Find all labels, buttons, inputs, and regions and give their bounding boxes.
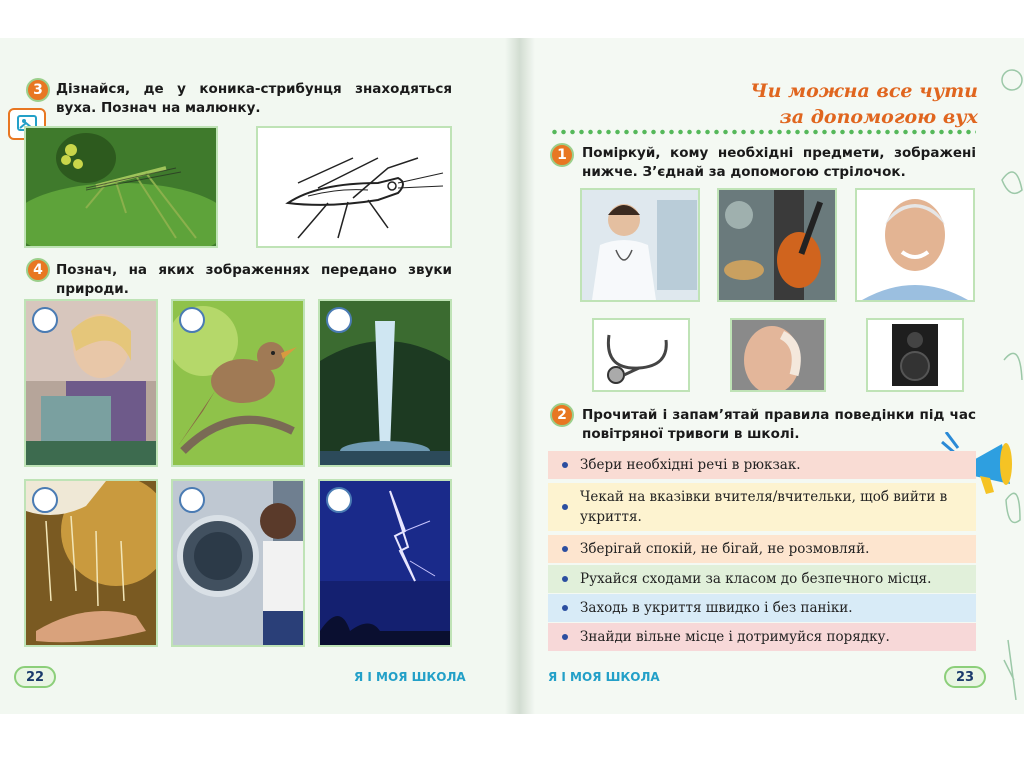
- stethoscope-image[interactable]: [592, 318, 690, 392]
- rule-text: Заходь в укриття швидко і без паніки.: [580, 600, 853, 616]
- waterfall-image: [318, 299, 452, 467]
- task-1-number: 1: [550, 143, 574, 167]
- page-title-line2: за допомогою вух: [779, 106, 978, 128]
- page-number-right: 23: [944, 666, 986, 688]
- answer-circle[interactable]: [179, 307, 205, 333]
- speaker-image[interactable]: [866, 318, 964, 392]
- bullet-icon: [562, 546, 568, 552]
- rule-item: [548, 623, 976, 651]
- hearing-aid-image[interactable]: [730, 318, 826, 392]
- washing-machine-image: [171, 479, 305, 647]
- grasshopper-photo[interactable]: [24, 126, 218, 248]
- rule-text: Чекай на вказівки вчителя/вчительки, щоб вийти в укриття.: [580, 489, 948, 525]
- bullet-icon: [562, 462, 568, 468]
- bullet-icon: [562, 504, 568, 510]
- footer-left: Я І МОЯ ШКОЛА: [354, 670, 466, 684]
- answer-circle[interactable]: [32, 307, 58, 333]
- elderly-man-image[interactable]: [855, 188, 975, 302]
- rule-item: [548, 451, 976, 479]
- task-2-text: Прочитай і запам’ятай правила поведінки під час повітряної тривоги в школі.: [582, 407, 976, 442]
- task-4-text: Познач, на яких зображеннях передано звуки природи.: [56, 262, 452, 297]
- title-divider: [550, 129, 976, 135]
- task-1-text: Поміркуй, кому необхідні предмети, зображені нижче. З’єднай за допомогою стрілочок.: [582, 145, 976, 180]
- rule-text: Збери необхідні речі в рюкзак.: [580, 457, 801, 473]
- rule-item: [548, 594, 976, 622]
- girl-sewing-machine-image: [24, 299, 158, 467]
- bullet-icon: [562, 576, 568, 582]
- rule-item: [548, 535, 976, 563]
- page-number-left: 22: [14, 666, 56, 688]
- nightingale-image: [171, 299, 305, 467]
- rain-on-hand-image: [24, 479, 158, 647]
- leaf-decoration-icon: [996, 60, 1024, 704]
- book-gutter: [505, 38, 535, 714]
- task-4-number: 4: [26, 258, 50, 282]
- answer-circle[interactable]: [179, 487, 205, 513]
- bullet-icon: [562, 634, 568, 640]
- task-3-text: Дізнайся, де у коника-стрибунця знаходяться вуха. Познач на малюнку.: [56, 81, 452, 116]
- answer-circle[interactable]: [326, 307, 352, 333]
- grasshopper-drawing[interactable]: [256, 126, 452, 248]
- doctor-image[interactable]: [580, 188, 700, 302]
- rule-item: [548, 483, 976, 531]
- rule-text: Рухайся сходами за класом до безпечного місця.: [580, 571, 932, 587]
- rule-text: Знайди вільне місце і дотримуйся порядку.: [580, 629, 890, 645]
- task-3-number: 3: [26, 78, 50, 102]
- rule-text: Зберігай спокій, не бігай, не розмовляй.: [580, 541, 870, 557]
- page-title-line1: Чи можна все чути: [750, 80, 978, 102]
- guitarist-image[interactable]: [717, 188, 837, 302]
- answer-circle[interactable]: [32, 487, 58, 513]
- answer-circle[interactable]: [326, 487, 352, 513]
- bullet-icon: [562, 605, 568, 611]
- lightning-image: [318, 479, 452, 647]
- task-2-number: 2: [550, 403, 574, 427]
- footer-right: Я І МОЯ ШКОЛА: [548, 670, 660, 684]
- rule-item: [548, 565, 976, 593]
